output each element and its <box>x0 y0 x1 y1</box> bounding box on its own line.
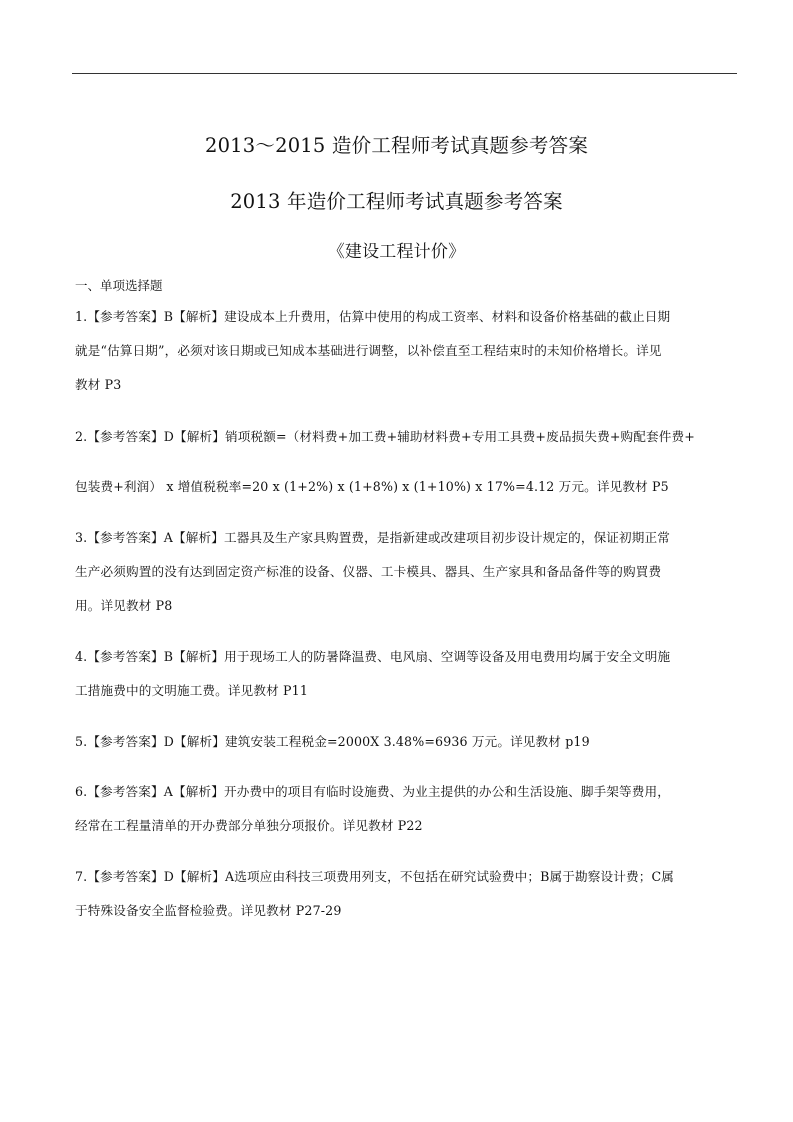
answer-1-line-2: 就是“估算日期”，必须对该日期或已知成本基础进行调整，以补偿直至工程结束时的未知价格增长。详见 <box>75 343 662 358</box>
answer-2-line-2: 包装费+利润） x 增值税税率=20 x (1+2%) x (1+8%) x (1+10%) x 17%=4.12 万元。详见教材 P5 <box>75 479 669 494</box>
answer-7-line-1: 7.【参考答案】D【解析】A选项应由科技三项费用列支，不包括在研究试验费中；B属于勘察设计费；C属 <box>75 869 674 884</box>
answer-7-line-2: 于特殊设备安全监督检验费。详见教材 P27-29 <box>75 903 342 918</box>
answer-4-line-1: 4.【参考答案】B【解析】用于现场工人的防暑降温费、电风扇、空调等设备及用电费用均属于安全文明施 <box>75 649 671 664</box>
answer-6-line-2: 经常在工程量清单的开办费部分单独分项报价。详见教材 P22 <box>75 818 423 833</box>
document-subtitle-year: 2013 年造价工程师考试真题参考答案 <box>230 190 563 213</box>
answer-6-line-1: 6.【参考答案】A【解析】开办费中的项目有临时设施费、为业主提供的办公和生活设施、脚手架等费用， <box>75 784 671 799</box>
answer-3-line-3: 用。详见教材 P8 <box>75 598 173 613</box>
answer-5-line-1: 5.【参考答案】D【解析】建筑安装工程税金=2000X 3.48%=6936 万元。详见教材 p19 <box>75 734 590 749</box>
answer-3-line-2: 生产必须购置的没有达到固定资产标准的设备、仪器、工卡模具、器具、生产家具和备品备件等的购買费 <box>75 564 662 579</box>
answer-2-line-1: 2.【参考答案】D【解析】销项税额=（材料费+加工费+辅助材料费+专用工具费+废品损失费+购配套件费+ <box>75 429 695 444</box>
document-subject-title: 《建设工程计价》 <box>327 242 466 262</box>
answer-1-line-1: 1.【参考答案】B【解析】建设成本上升费用，估算中使用的构成工资率、材料和设备价格基础的截止日期 <box>75 309 671 324</box>
answer-4-line-2: 工措施费中的文明施工费。详见教材 P11 <box>75 683 309 698</box>
answer-1-line-3: 教材 P3 <box>75 377 122 392</box>
document-title: 2013～2015 造价工程师考试真题参考答案 <box>204 134 589 157</box>
section-heading: 一、单项选择题 <box>75 278 163 293</box>
header-rule <box>72 73 737 74</box>
answer-3-line-1: 3.【参考答案】A【解析】工器具及生产家具购置费，是指新建或改建项目初步设计规定的，保证初期正常 <box>75 530 671 545</box>
